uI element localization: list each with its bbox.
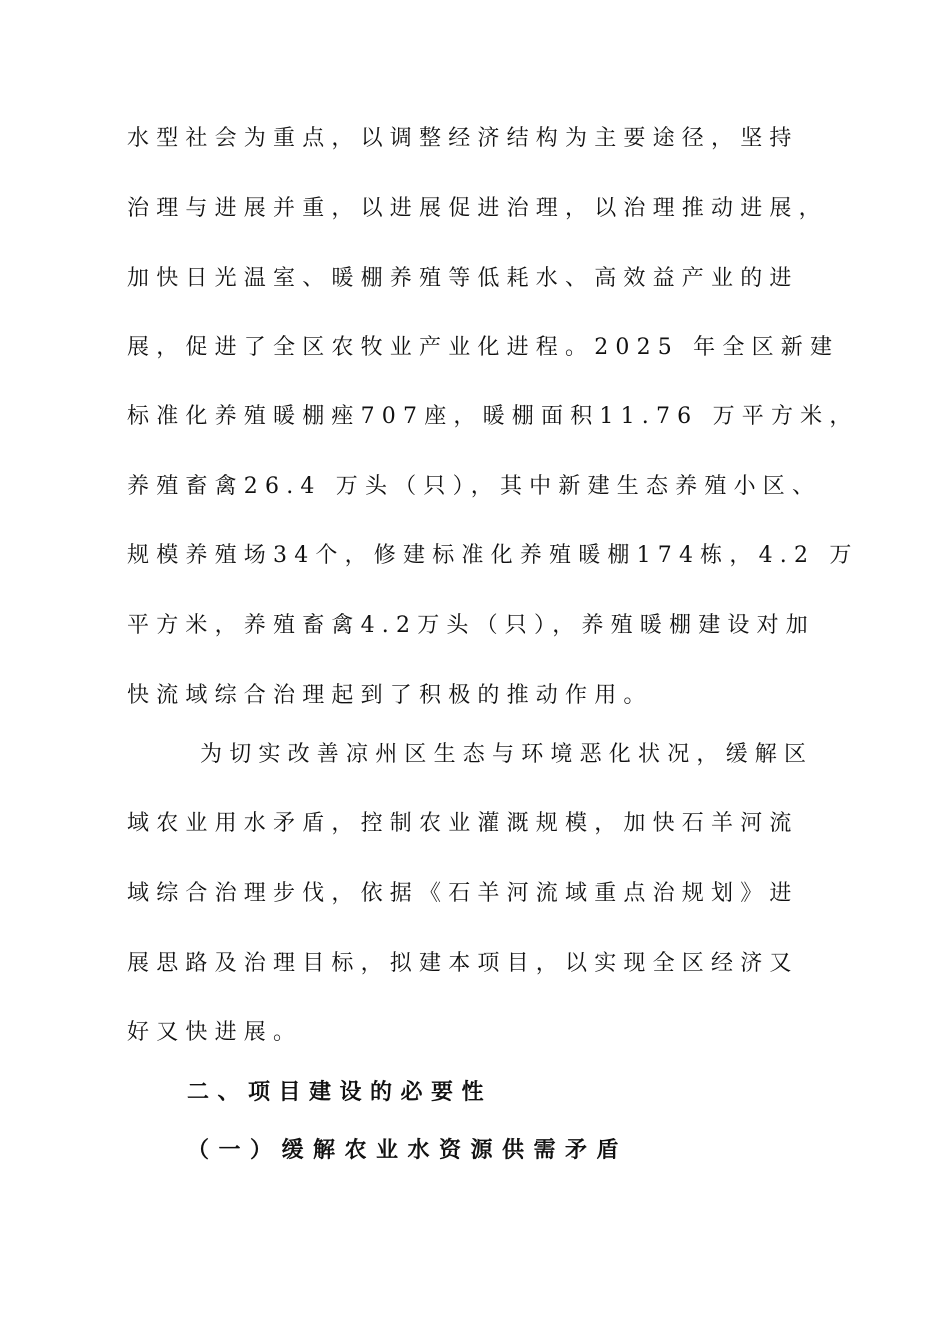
subsection-heading: （一）缓解农业水资源供需矛盾 bbox=[187, 1137, 629, 1163]
paragraph-1-line-5: 标准化养殖暖棚痤707座，暖棚面积11.76 万平方米， bbox=[127, 404, 859, 429]
paragraph-1-line-9: 快流域综合治理起到了积极的推动作用。 bbox=[127, 683, 653, 708]
paragraph-1-line-8: 平方米，养殖畜禽4.2万头（只），养殖暖棚建设对加 bbox=[127, 613, 815, 638]
paragraph-2-line-5: 好又快进展。 bbox=[127, 1020, 303, 1045]
paragraph-1-line-2: 治理与进展并重，以进展促进治理，以治理推动进展， bbox=[127, 196, 828, 221]
paragraph-1-line-6: 养殖畜禽26.4 万头（只），其中新建生态养殖小区、 bbox=[127, 474, 822, 499]
paragraph-2-line-1: 为切实改善凉州区生态与环境恶化状况，缓解区 bbox=[200, 742, 814, 767]
paragraph-1-line-4: 展，促进了全区农牧业产业化进程。2025 年全区新建 bbox=[127, 335, 840, 360]
paragraph-2-line-4: 展思路及治理目标，拟建本项目，以实现全区经济又 bbox=[127, 951, 799, 976]
paragraph-2-line-3: 域综合治理步伐，依据《石羊河流域重点治规划》进 bbox=[127, 881, 799, 906]
paragraph-2-line-2: 域农业用水矛盾，控制农业灌溉规模，加快石羊河流 bbox=[127, 811, 799, 836]
section-heading: 二、项目建设的必要性 bbox=[187, 1079, 493, 1105]
paragraph-1-line-7: 规模养殖场34个，修建标准化养殖暖棚174栋，4.2 万 bbox=[127, 543, 859, 568]
paragraph-1-line-1: 水型社会为重点，以调整经济结构为主要途径，坚持 bbox=[127, 126, 799, 151]
paragraph-1-line-3: 加快日光温室、暖棚养殖等低耗水、高效益产业的进 bbox=[127, 266, 799, 291]
